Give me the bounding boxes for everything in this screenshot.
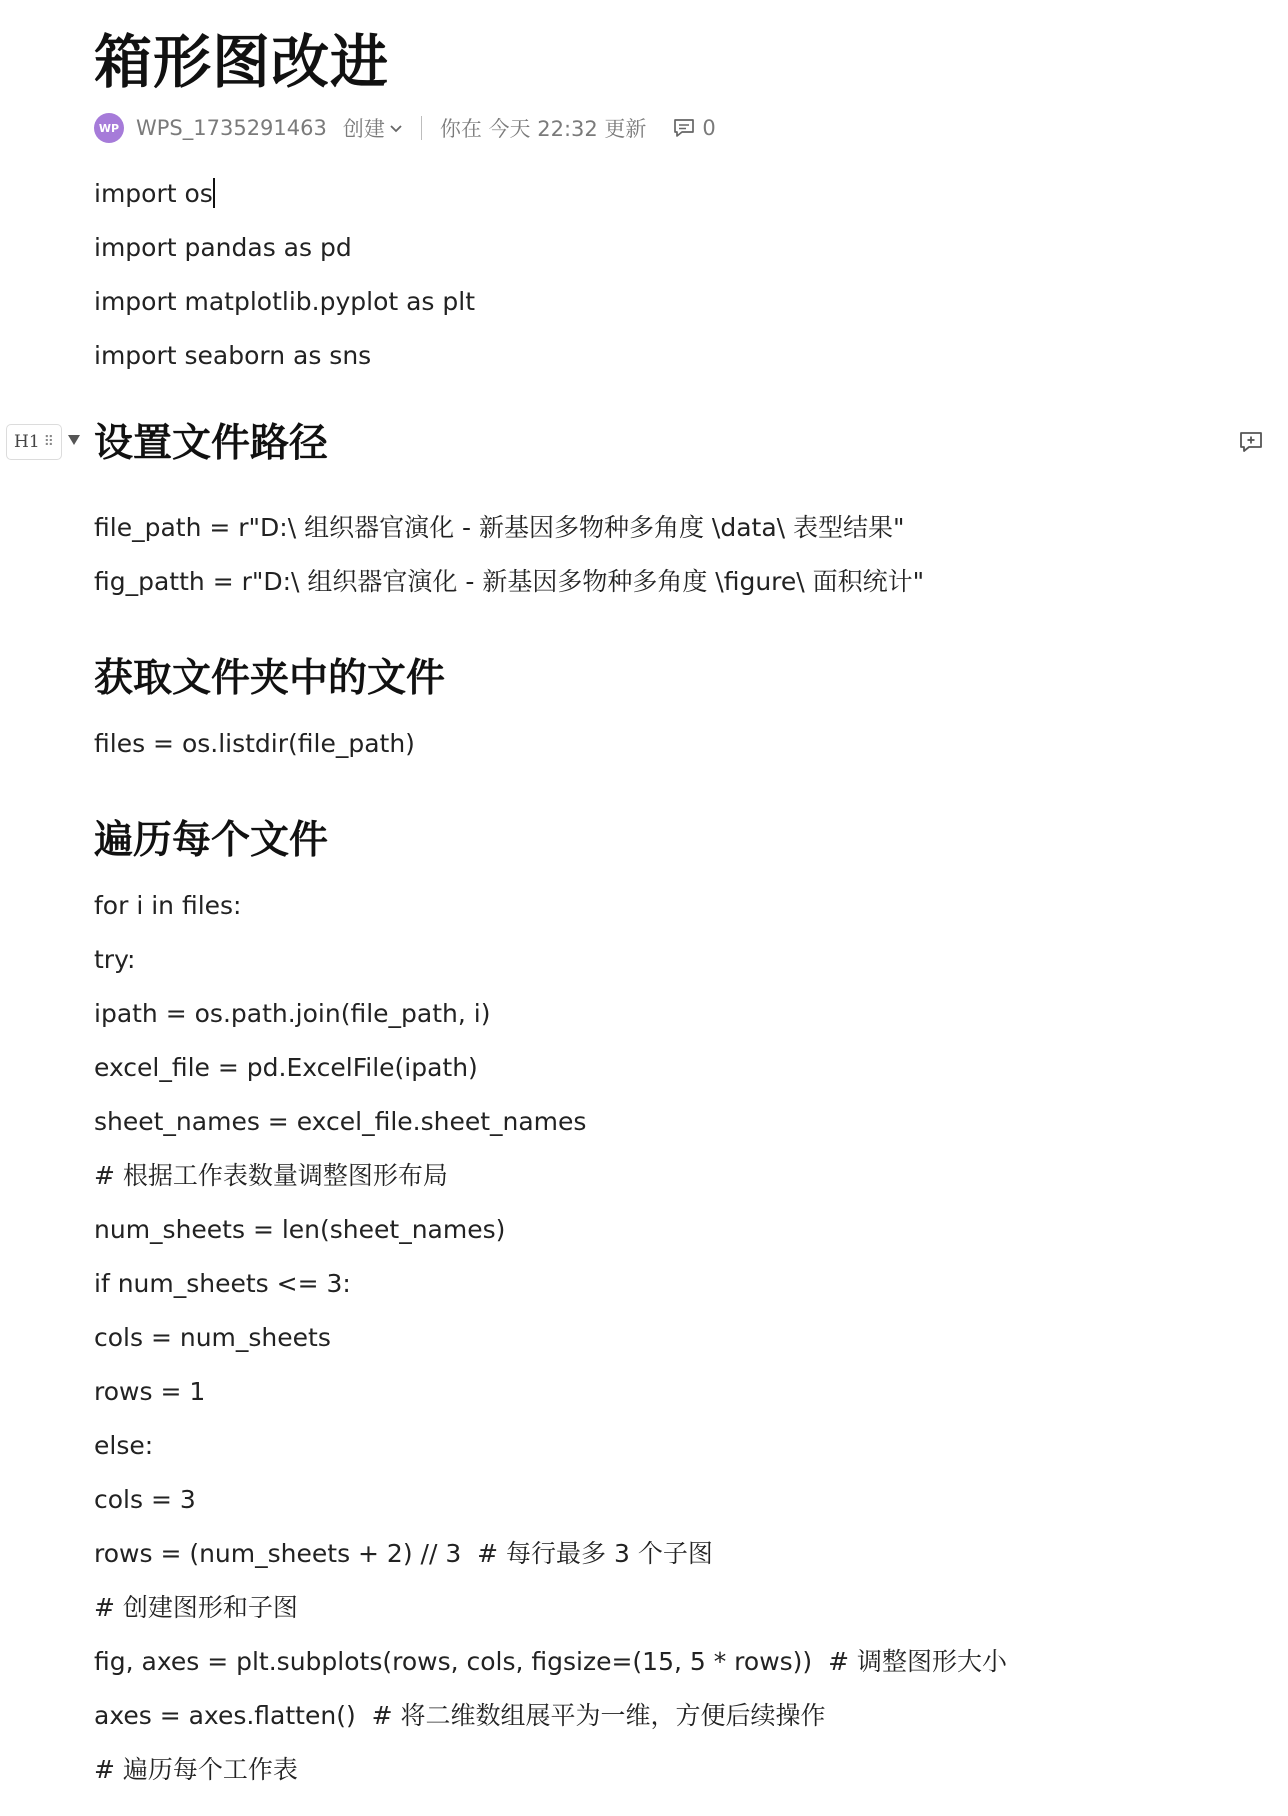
text-line[interactable]: excel_file = pd.ExcelFile(ipath) [94,1053,478,1082]
heading-level-label: H1 [14,432,40,452]
heading-1[interactable]: 遍历每个文件 [94,818,329,863]
text-cursor [213,178,215,208]
text-line[interactable]: # 根据工作表数量调整图形布局 [94,1161,448,1190]
text-line[interactable]: axes = axes.flatten() # 将二维数组展平为一维，方便后续操作 [94,1701,826,1730]
comment-count[interactable]: 0 [702,116,716,140]
author-name[interactable]: WPS_1735291463 [136,116,327,140]
page-title[interactable]: 箱形图改进 [94,28,390,96]
chevron-down-icon[interactable] [389,121,403,135]
heading-level-badge[interactable] [6,424,62,460]
text-line[interactable]: # 创建图形和子图 [94,1593,298,1622]
comment-icon[interactable] [672,116,696,140]
text-line[interactable]: # 遍历每个工作表 [94,1755,298,1784]
text-line[interactable]: ipath = os.path.join(file_path, i) [94,999,491,1028]
text-line[interactable]: rows = (num_sheets + 2) // 3 # 每行最多 3 个子图 [94,1539,713,1568]
heading-1[interactable]: 获取文件夹中的文件 [94,656,446,701]
text-line[interactable]: file_path = r"D:\ 组织器官演化 - 新基因多物种多角度 \data\ 表型结果" [94,513,905,542]
text-line[interactable]: for i in files: [94,891,242,920]
collapse-toggle-icon[interactable] [68,435,80,445]
text-line[interactable]: if num_sheets <= 3: [94,1269,351,1298]
add-comment-icon[interactable] [1237,428,1265,456]
text-line[interactable]: cols = 3 [94,1485,196,1514]
text-line[interactable]: import os [94,179,213,208]
doc-meta [94,110,716,146]
text-line[interactable]: fig, axes = plt.subplots(rows, cols, figsize=(15, 5 * rows)) # 调整图形大小 [94,1647,1007,1676]
created-label: 创建 [342,117,385,141]
avatar[interactable]: WP [94,113,124,143]
text-line[interactable]: fig_patth = r"D:\ 组织器官演化 - 新基因多物种多角度 \figure\ 面积统计" [94,567,925,596]
text-line[interactable]: try: [94,945,136,974]
text-line[interactable]: num_sheets = len(sheet_names) [94,1215,506,1244]
text-line[interactable]: import seaborn as sns [94,341,372,370]
meta-divider [421,116,422,140]
text-line[interactable]: files = os.listdir(file_path) [94,729,415,758]
text-line[interactable]: cols = num_sheets [94,1323,331,1352]
updated-time: 你在 今天 22:32 更新 [439,117,647,141]
text-line[interactable]: else: [94,1431,154,1460]
text-line[interactable]: sheet_names = excel_file.sheet_names [94,1107,587,1136]
text-line[interactable]: import pandas as pd [94,233,352,262]
text-line[interactable]: rows = 1 [94,1377,206,1406]
drag-handle-icon[interactable]: ⠿ [43,434,54,450]
heading-1[interactable]: 设置文件路径 [94,421,329,466]
text-line[interactable]: import matplotlib.pyplot as plt [94,287,476,316]
